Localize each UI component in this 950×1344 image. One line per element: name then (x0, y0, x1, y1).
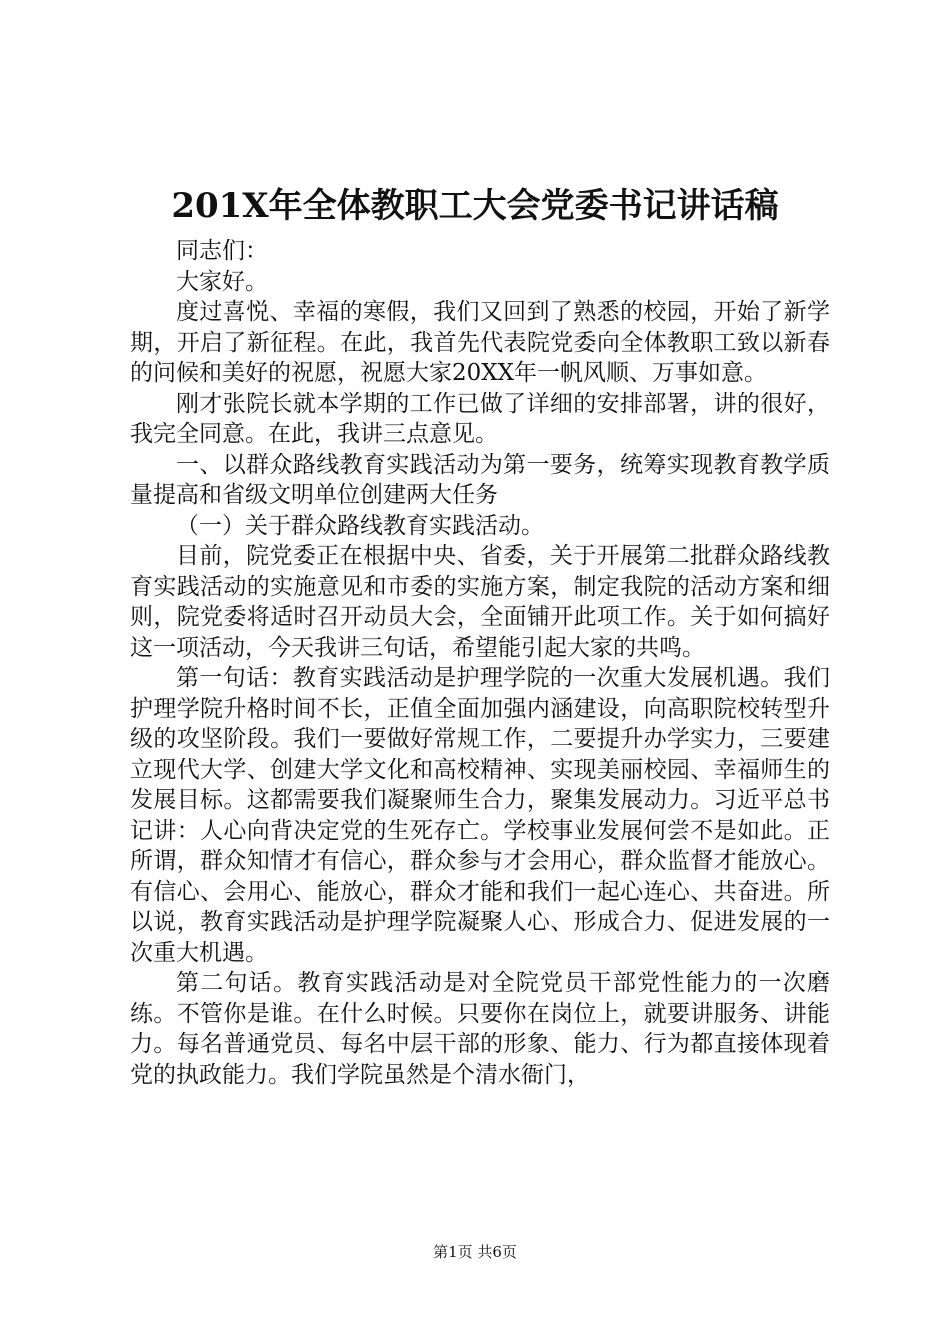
section-heading-1: 一、以群众路线教育实践活动为第一要务，统筹实现教育教学质量提高和省级文明单位创建两大任务 (130, 451, 830, 508)
paragraph-second-point: 第二句话。教育实践活动是对全院党员干部党性能力的一次磨练。不管你是谁。在什么时候。只要你在岗位上，就要讲服务、讲能力。每名普通党员、每名中层干部的形象、能力、行为都直接体现着党的执政能力。我们学院虽然是个清水衙门， (130, 970, 830, 1088)
page-number-footer: 第1页 共6页 (433, 1243, 517, 1261)
paragraph-salutation: 同志们： (176, 238, 268, 264)
document-body (130, 236, 830, 1090)
paragraph-greeting: 大家好。 (176, 268, 268, 295)
paragraph-first-point: 第一句话：教育实践活动是护理学院的一次重大发展机遇。我们护理学院升格时间不长，正值全面加强内涵建设，向高职院校转型升级的攻坚阶段。我们一要做好常规工作，二要提升办学实力，三要建立现代大学、创建大学文化和高校精神、实现美丽校园、幸福师生的发展目标。这都需要我们凝聚师生合力，聚集发展动力。习近平总书记讲：人心向背决定党的生死存亡。学校事业发展何尝不是如此。正所谓，群众知情才有信心，群众参与才会用心，群众监督才能放心。有信心、会用心、能放心，群众才能和我们一起心连心、共奋进。所以说，教育实践活动是护理学院凝聚人心、形成合力、促进发展的一次重大机遇。 (130, 665, 830, 966)
document-title: 201X年全体教职工大会党委书记讲话稿 (171, 186, 779, 226)
paragraph-agreement: 刚才张院长就本学期的工作已做了详细的安排部署，讲的很好，我完全同意。在此，我讲三点意见。 (130, 390, 830, 447)
subsection-heading-1: （一）关于群众路线教育实践活动。 (176, 512, 544, 539)
paragraph-opening: 度过喜悦、幸福的寒假，我们又回到了熟悉的校园，开始了新学期，开启了新征程。在此，我首先代表院党委向全体教职工致以新春的问候和美好的祝愿，祝愿大家20XX年一帆风顺、万事如意。 (130, 299, 830, 386)
paragraph-current-work: 目前，院党委正在根据中央、省委，关于开展第二批群众路线教育实践活动的实施意见和市委的实施方案，制定我院的活动方案和细则，院党委将适时召开动员大会，全面铺开此项工作。关于如何搞好这一项活动，今天我讲三句话，希望能引起大家的共鸣。 (130, 543, 830, 661)
